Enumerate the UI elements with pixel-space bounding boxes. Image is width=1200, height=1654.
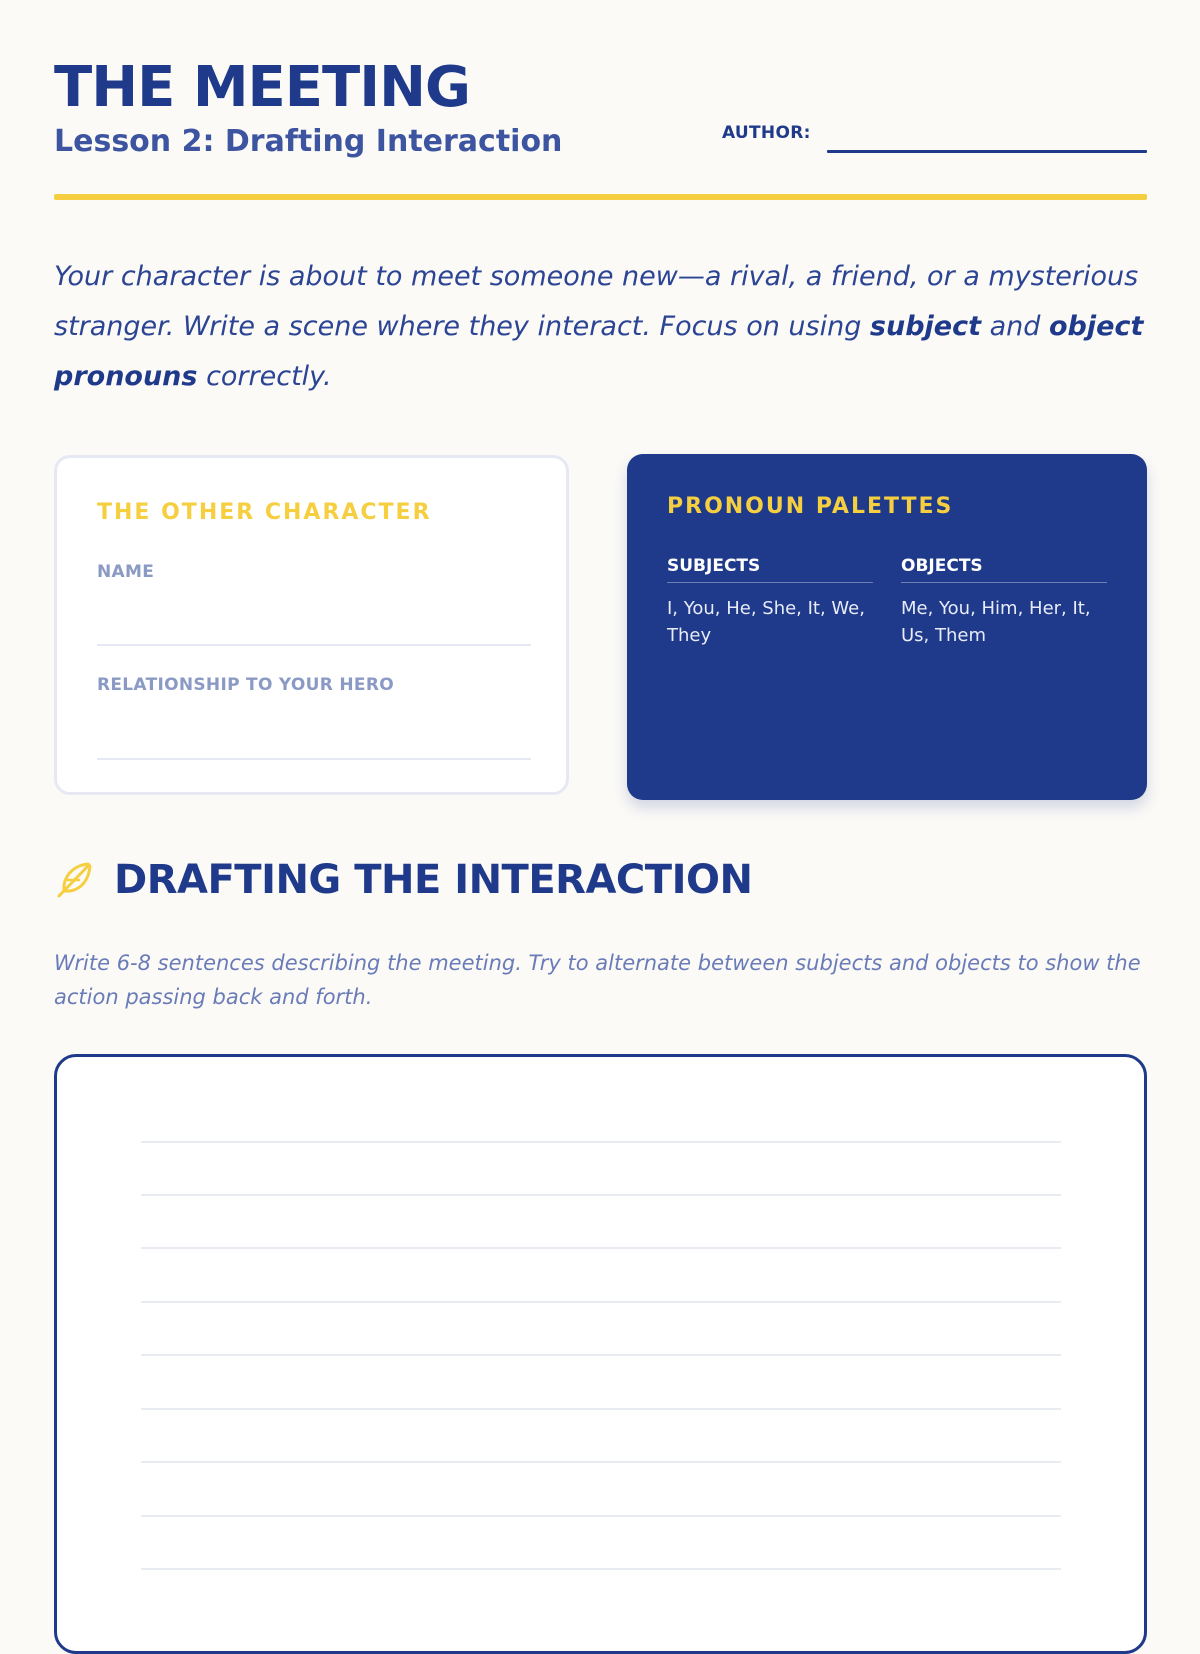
writing-rule-line [141,1354,1061,1356]
other-character-card [54,455,569,795]
relationship-label: RELATIONSHIP TO YOUR HERO [97,675,394,695]
intro-bold-subject: subject [869,311,982,342]
writing-rule-line [141,1247,1061,1249]
intro-text-3: correctly. [197,361,332,392]
subjects-list: I, You, He, She, It, We, They [667,598,865,646]
writing-rule-line [141,1408,1061,1410]
relationship-field[interactable] [97,758,531,760]
page-title: THE MEETING [54,55,470,120]
drafting-title: DRAFTING THE INTERACTION [114,857,753,903]
header-divider [54,194,1147,200]
writing-rule-line [141,1568,1061,1570]
intro-bold-object-pronouns: object pronouns [54,311,1144,392]
feather-icon [54,860,94,900]
pronoun-palettes-heading: PRONOUN PALETTES [667,494,954,519]
writing-rule-line [141,1515,1061,1517]
other-character-heading: THE OTHER CHARACTER [97,500,432,525]
writing-rule-line [141,1194,1061,1196]
author-field[interactable] [827,150,1147,153]
objects-title: OBJECTS [901,556,1107,583]
author-label: AUTHOR: [722,123,811,143]
pronoun-palettes-card [627,454,1147,800]
writing-rule-line [141,1141,1061,1143]
writing-rule-line [141,1301,1061,1303]
drafting-writing-area[interactable] [54,1054,1147,1654]
name-field[interactable] [97,644,531,646]
objects-column [901,556,1107,649]
subjects-column [667,556,873,649]
name-label: NAME [97,562,155,582]
intro-paragraph [54,252,1147,402]
worksheet-page [54,0,1147,1600]
intro-text-2: and [981,311,1049,342]
lesson-subtitle: Lesson 2: Drafting Interaction [54,124,563,159]
objects-list: Me, You, Him, Her, It, Us, Them [901,598,1091,646]
intro-text-1: Your character is about to meet someone new—a rival, a friend, or a mysterious stranger. Write a scene where they interact. Focus on using [54,261,1139,342]
drafting-instructions: Write 6-8 sentences describing the meeting. Try to alternate between subjects and objects to show the action passing back and forth. [54,951,1141,1009]
writing-rule-line [141,1461,1061,1463]
subjects-title: SUBJECTS [667,556,873,583]
